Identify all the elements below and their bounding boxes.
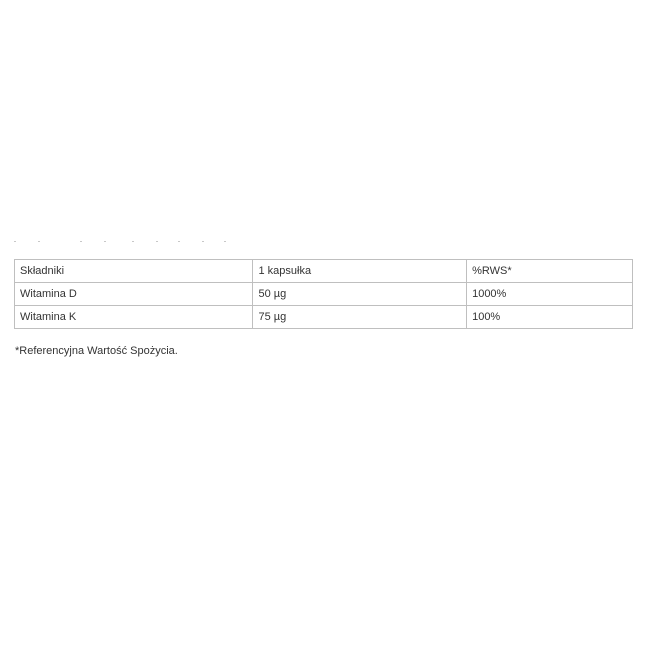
table-row [15, 283, 633, 306]
faint-dotted-line [14, 241, 234, 245]
footnote: *Referencyjna Wartość Spożycia. [15, 345, 178, 357]
table-row [15, 306, 633, 329]
row-name-vitamin-d: Witamina D [15, 283, 253, 306]
row-amount-vitamin-d: 50 µg [253, 283, 467, 306]
row-rws-vitamin-d: 1000% [467, 283, 633, 306]
row-rws-vitamin-k: 100% [467, 306, 633, 329]
nutrition-table [14, 259, 633, 329]
header-rws: %RWS* [467, 260, 633, 283]
header-ingredients: Składniki [15, 260, 253, 283]
table-header-row [15, 260, 633, 283]
row-name-vitamin-k: Witamina K [15, 306, 253, 329]
header-dose: 1 kapsułka [253, 260, 467, 283]
row-amount-vitamin-k: 75 µg [253, 306, 467, 329]
